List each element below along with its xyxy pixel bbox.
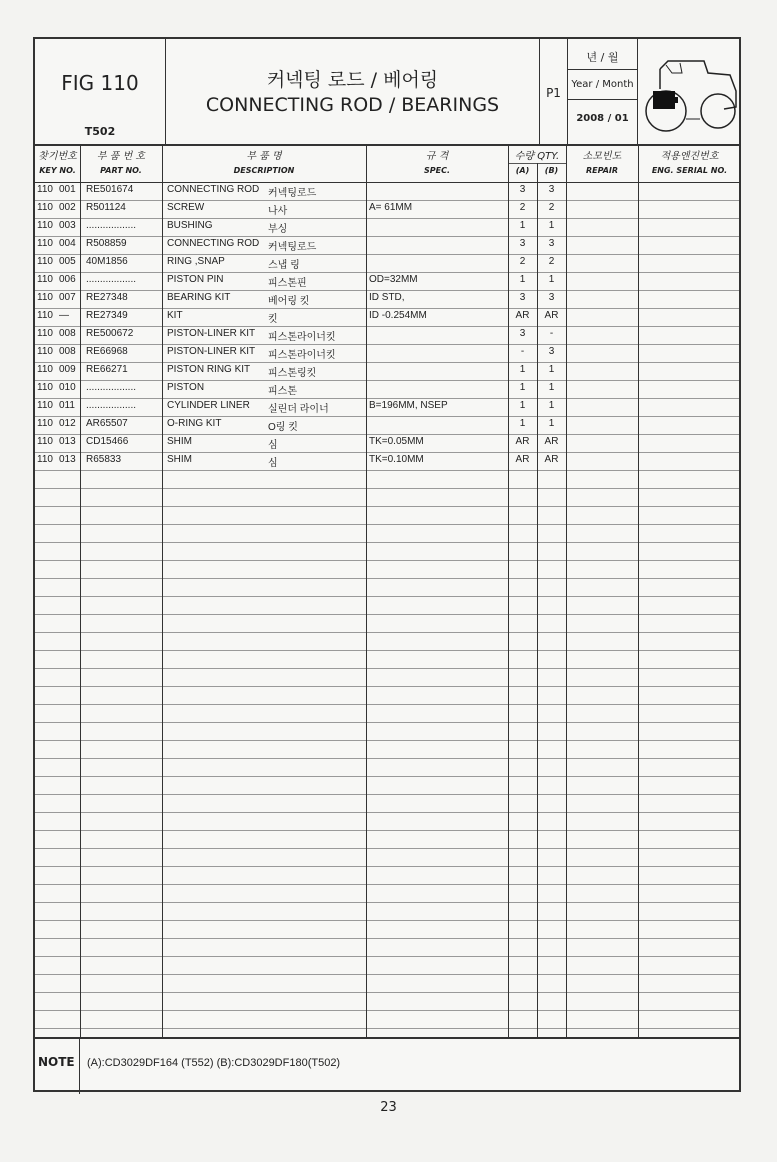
part-number-cell: RE501674 [86, 184, 134, 195]
qty-a-cell: 1 [519, 364, 526, 375]
table-row [35, 434, 739, 453]
table-row [35, 578, 739, 597]
fig-number-cell: 110 [37, 184, 53, 195]
table-row [35, 650, 739, 669]
page-code: P1 [546, 86, 561, 100]
table-row [35, 560, 739, 579]
table-row [35, 614, 739, 633]
qty-a-cell: 3 [519, 238, 526, 249]
key-number-cell: 004 [59, 238, 76, 249]
description-english-cell: PISTON-LINER KIT [167, 328, 256, 339]
sheet-header [35, 39, 739, 146]
key-number-cell: 006 [59, 274, 76, 285]
description-korean-cell: O링 킷 [268, 422, 298, 433]
spec-cell: TK=0.05MM [369, 436, 424, 447]
table-row [35, 452, 739, 471]
table-row [35, 740, 739, 759]
qty-b-cell: 1 [548, 400, 555, 411]
note-label: NOTE [38, 1055, 75, 1069]
key-number-cell: 011 [59, 400, 75, 411]
date-box [568, 39, 638, 144]
table-row [35, 596, 739, 615]
note-text: (A):CD3029DF164 (T552) (B):CD3029DF180(T502) [87, 1057, 341, 1069]
description-english-cell: PISTON PIN [167, 274, 224, 285]
qty-b-cell: 1 [548, 418, 555, 429]
description-korean-cell: 피스톤핀 [268, 278, 307, 289]
qty-a-cell: AR [515, 436, 530, 447]
table-row [35, 722, 739, 741]
fig-number-cell: 110 [37, 328, 53, 339]
description-korean-cell: 피스톤라이너킷 [268, 350, 336, 361]
table-row [35, 236, 739, 255]
note-section [35, 1037, 739, 1094]
table-row [35, 686, 739, 705]
qty-b-cell: 1 [548, 382, 555, 393]
qty-a-cell: 2 [519, 202, 526, 213]
part-number-cell: R65833 [86, 454, 122, 465]
qty-a-cell: AR [515, 310, 530, 321]
spec-cell: TK=0.10MM [369, 454, 424, 465]
qty-a-cell: 2 [519, 256, 526, 267]
part-number-cell: AR65507 [86, 418, 128, 429]
part-number-cell: CD15466 [86, 436, 129, 447]
description-english-cell: PISTON RING KIT [167, 364, 251, 375]
fig-number-cell: 110 [37, 418, 53, 429]
fig-number-cell: 110 [37, 310, 53, 321]
spec-cell: A= 61MM [369, 202, 413, 213]
description-english-cell: O-RING KIT [167, 418, 222, 429]
title-box [166, 39, 540, 144]
table-row [35, 776, 739, 795]
description-korean-cell: 심 [268, 458, 278, 469]
qty-b-cell: - [549, 328, 554, 339]
description-english-cell: SHIM [167, 436, 192, 447]
key-number-cell: 013 [59, 436, 76, 447]
description-korean-cell: 베어링 킷 [268, 296, 310, 307]
description-korean-cell: 스냅 링 [268, 260, 300, 271]
col-repair: 소모빈도 REPAIR [582, 151, 622, 175]
table-row [35, 416, 739, 435]
date-label-korean: 년 / 월 [586, 51, 619, 64]
key-number-cell: 010 [59, 382, 76, 393]
table-row [35, 632, 739, 651]
table-row [35, 830, 739, 849]
qty-b-cell: AR [544, 436, 559, 447]
col-description: 부 품 명 DESCRIPTION [233, 151, 295, 175]
part-number-cell: 40M1856 [86, 256, 128, 267]
table-row [35, 758, 739, 777]
table-row [35, 254, 739, 273]
part-number-cell: .................. [86, 220, 137, 231]
table-row [35, 542, 739, 561]
col-key: 찾기번호 KEY NO. [38, 151, 77, 175]
title-english: CONNECTING ROD / BEARINGS [205, 94, 500, 116]
fig-number-cell: 110 [37, 274, 53, 285]
spec-cell: OD=32MM [369, 274, 418, 285]
fig-number-cell: 110 [37, 454, 53, 465]
description-english-cell: CONNECTING ROD [167, 184, 260, 195]
qty-b-cell: 3 [548, 184, 555, 195]
qty-a-cell: 1 [519, 274, 526, 285]
fig-number-cell: 110 [37, 346, 53, 357]
key-number-cell: 009 [59, 364, 76, 375]
part-number-cell: RE66968 [86, 346, 128, 357]
part-number-cell: .................. [86, 274, 137, 285]
table-row [35, 308, 739, 327]
table-row [35, 884, 739, 903]
key-number-cell: 012 [59, 418, 76, 429]
qty-b-cell: 3 [548, 346, 555, 357]
table-row [35, 866, 739, 885]
table-row [35, 974, 739, 993]
description-korean-cell: 피스톤 [268, 386, 297, 397]
description-english-cell: CONNECTING ROD [167, 238, 260, 249]
table-row [35, 902, 739, 921]
part-number-cell: R501124 [86, 202, 126, 213]
qty-b-cell: 3 [548, 238, 555, 249]
table-row [35, 506, 739, 525]
table-row [35, 488, 739, 507]
qty-b-cell: 1 [548, 364, 555, 375]
note-label-box [35, 1039, 80, 1094]
key-number-cell: 007 [59, 292, 76, 303]
part-number-cell: R508859 [86, 238, 127, 249]
spec-cell: ID STD, [369, 292, 405, 303]
tractor-image-box [638, 39, 741, 144]
table-row [35, 218, 739, 237]
fig-number-cell: 110 [37, 202, 53, 213]
spec-cell: B=196MM, NSEP [369, 400, 448, 411]
qty-b-cell: 1 [548, 274, 555, 285]
table-row [35, 794, 739, 813]
qty-a-cell: 1 [519, 382, 526, 393]
key-number-cell: 013 [59, 454, 76, 465]
part-number-cell: .................. [86, 400, 137, 411]
parts-sheet [33, 37, 741, 1092]
key-number-cell: 008 [59, 328, 76, 339]
qty-a-cell: - [520, 346, 525, 357]
table-row [35, 344, 739, 363]
key-number-cell: 002 [59, 202, 76, 213]
part-number-cell: RE27349 [86, 310, 128, 321]
table-row [35, 272, 739, 291]
qty-a-cell: 3 [519, 292, 526, 303]
part-number-cell: .................. [86, 382, 137, 393]
description-english-cell: SCREW [167, 202, 205, 213]
table-row [35, 290, 739, 309]
table-row [35, 956, 739, 975]
table-row [35, 182, 739, 201]
table-row [35, 938, 739, 957]
qty-b-cell: AR [544, 454, 559, 465]
part-number-cell: RE500672 [86, 328, 134, 339]
table-row [35, 920, 739, 939]
tractor-icon [638, 39, 741, 144]
fig-number-cell: 110 [37, 220, 53, 231]
spec-cell: ID -0.254MM [369, 310, 427, 321]
table-row [35, 398, 739, 417]
qty-a-cell: 3 [519, 328, 526, 339]
part-number-cell: RE27348 [86, 292, 128, 303]
table-row [35, 200, 739, 219]
key-number-cell: 005 [59, 256, 76, 267]
qty-b-cell: AR [544, 310, 559, 321]
qty-a-cell: AR [515, 454, 530, 465]
table-row [35, 470, 739, 489]
key-number-cell: 008 [59, 346, 76, 357]
table-row [35, 524, 739, 543]
description-korean-cell: 피스톤링킷 [268, 368, 317, 379]
table-row [35, 704, 739, 723]
col-part: 부 품 번 호 PART NO. [96, 151, 146, 175]
fig-box [35, 39, 166, 144]
description-korean-cell: 피스톤라이너킷 [268, 332, 336, 343]
description-korean-cell: 심 [268, 440, 278, 451]
key-number-cell: 001 [59, 184, 76, 195]
fig-number-cell: 110 [37, 436, 53, 447]
fig-number-cell: 110 [37, 382, 53, 393]
fig-number: FIG 110 [61, 71, 139, 95]
description-korean-cell: 실린더 라이너 [268, 404, 329, 415]
table-row [35, 326, 739, 345]
table-row [35, 812, 739, 831]
description-english-cell: KIT [167, 310, 183, 321]
page-box [540, 39, 568, 144]
table-row [35, 848, 739, 867]
description-english-cell: PISTON-LINER KIT [167, 346, 256, 357]
date-value: 2008 / 01 [576, 113, 629, 124]
table-row [35, 380, 739, 399]
fig-number-cell: 110 [37, 364, 53, 375]
col-serial: 적용엔진번호 ENG. SERIAL NO. [651, 151, 728, 175]
table-row [35, 362, 739, 381]
description-english-cell: RING ,SNAP [167, 256, 225, 267]
table-row [35, 1010, 739, 1029]
description-english-cell: CYLINDER LINER [167, 400, 250, 411]
description-english-cell: PISTON [167, 382, 205, 393]
page-number: 23 [380, 1100, 397, 1115]
fig-number-cell: 110 [37, 400, 53, 411]
qty-b-cell: 2 [548, 202, 555, 213]
description-korean-cell: 나사 [268, 206, 288, 217]
date-label-english: Year / Month [571, 79, 634, 90]
description-korean-cell: 킷 [268, 314, 278, 325]
description-korean-cell: 부싱 [268, 224, 288, 235]
qty-b-cell: 2 [548, 256, 555, 267]
key-number-cell: 003 [59, 220, 76, 231]
qty-a-cell: 1 [519, 400, 526, 411]
part-number-cell: RE66271 [86, 364, 128, 375]
qty-b-cell: 1 [548, 220, 555, 231]
col-qty: 수량 QTY. (A) (B) [508, 144, 566, 182]
qty-a-cell: 3 [519, 184, 526, 195]
col-spec: 규 격 SPEC. [424, 151, 450, 175]
column-header [35, 144, 739, 183]
model-code: T502 [84, 125, 116, 138]
fig-number-cell: 110 [37, 256, 53, 267]
key-number-cell: — [59, 310, 69, 321]
fig-number-cell: 110 [37, 238, 53, 249]
table-row [35, 668, 739, 687]
fig-number-cell: 110 [37, 292, 53, 303]
table-row [35, 992, 739, 1011]
description-korean-cell: 커넥팅로드 [268, 242, 317, 253]
description-korean-cell: 커넥팅로드 [268, 188, 317, 199]
title-korean: 커넥팅 로드 / 베어링 [266, 69, 439, 91]
description-english-cell: BEARING KIT [167, 292, 231, 303]
qty-a-cell: 1 [519, 418, 526, 429]
qty-b-cell: 3 [548, 292, 555, 303]
description-english-cell: SHIM [167, 454, 192, 465]
qty-a-cell: 1 [519, 220, 526, 231]
description-english-cell: BUSHING [167, 220, 213, 231]
